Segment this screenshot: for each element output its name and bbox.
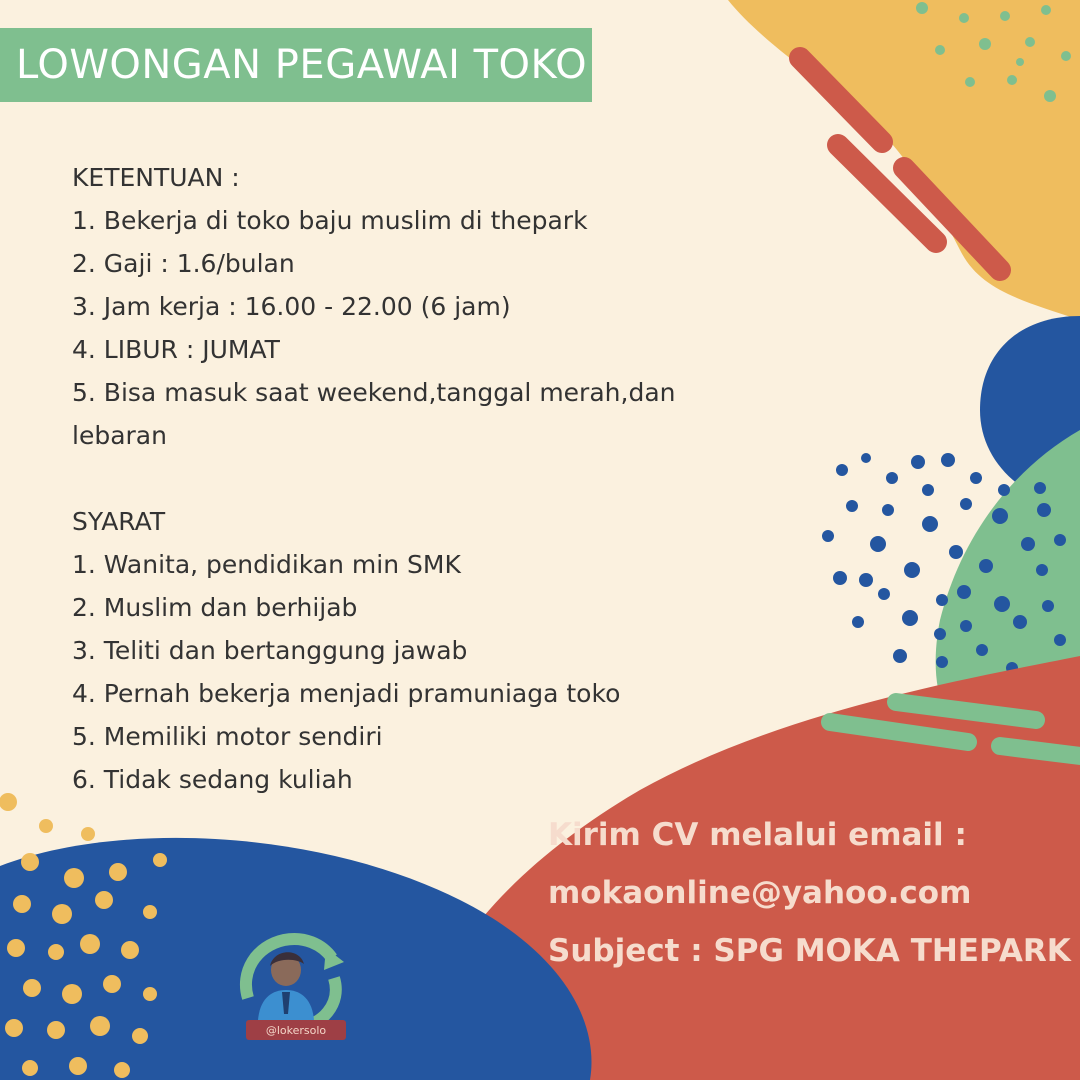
syarat-item: 1. Wanita, pendidikan min SMK [72,550,461,579]
lokersolo-logo [226,928,350,1046]
green-stroke-3 [1000,746,1080,756]
ketentuan-heading: KETENTUAN : [72,163,240,192]
title-banner [0,28,592,102]
contact-subject: Subject : SPG MOKA THEPARK [548,933,1071,969]
syarat-item: 2. Muslim dan berhijab [72,593,358,622]
ketentuan-item: 5. Bisa masuk saat weekend,tanggal merah,dan lebaran [72,378,676,450]
logo-ribbon-text: @lokersolo [265,1024,327,1037]
ketentuan-item: 1. Bekerja di toko baju muslim di thepark [72,206,588,235]
syarat-heading: SYARAT [72,507,166,536]
ketentuan-item: 2. Gaji : 1.6/bulan [72,249,295,278]
ketentuan-item: 4. LIBUR : JUMAT [72,335,280,364]
job-details [72,156,712,801]
contact-email: mokaonline@yahoo.com [548,875,972,911]
contact-instruction: Kirim CV melalui email : [548,817,967,853]
person-icon [258,952,314,1020]
syarat-item: 3. Teliti dan bertanggung jawab [72,636,468,665]
syarat-item: 4. Pernah bekerja menjadi pramuniaga toko [72,679,621,708]
syarat-item: 6. Tidak sedang kuliah [72,765,353,794]
spacer [72,457,712,500]
ketentuan-item: 3. Jam kerja : 16.00 - 22.00 (6 jam) [72,292,511,321]
contact-info [548,806,1078,980]
syarat-item: 5. Memiliki motor sendiri [72,722,383,751]
page-title: LOWONGAN PEGAWAI TOKO [16,42,588,88]
